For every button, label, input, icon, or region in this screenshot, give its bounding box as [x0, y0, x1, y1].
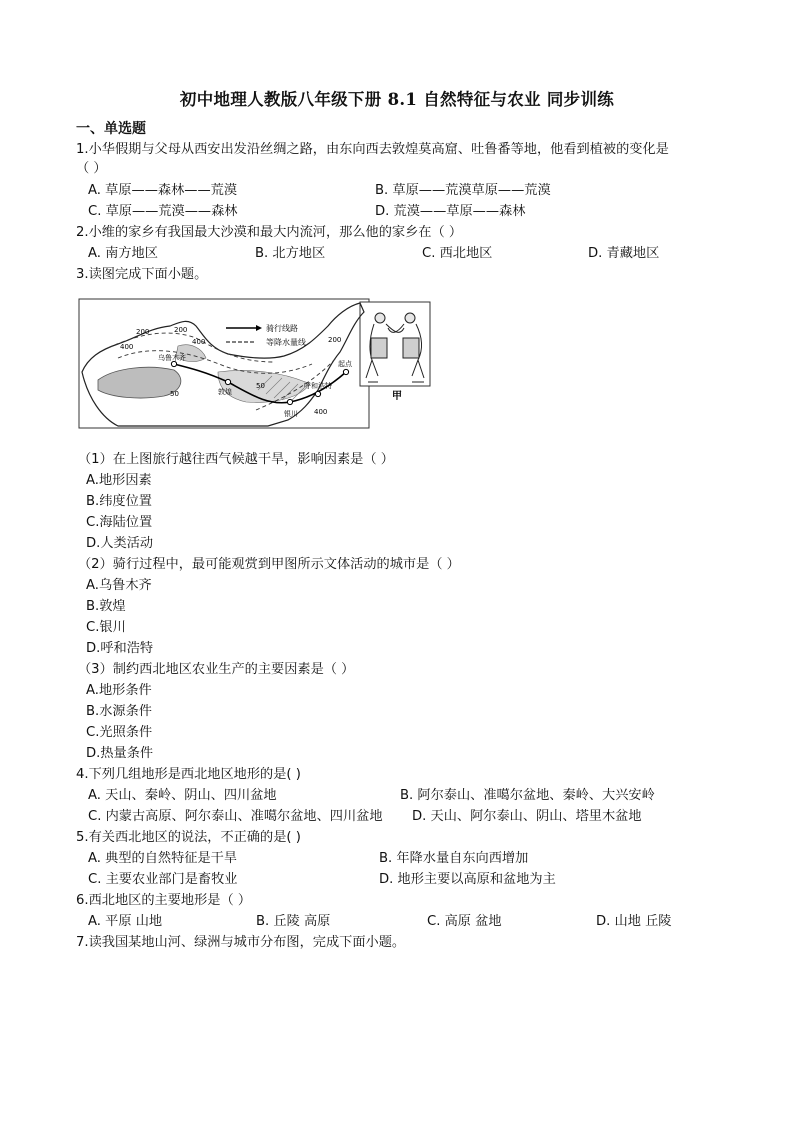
q3-sub2-option-d[interactable]: D.呼和浩特 [86, 641, 154, 656]
isohyet-value-label: 50 [256, 382, 265, 390]
q3-sub2-option-b[interactable]: B.敦煌 [86, 599, 126, 614]
photo-caption: 甲 [392, 391, 402, 402]
q6-option-c[interactable]: C. 高原 盆地 [427, 914, 502, 929]
q3-sub1-option-c[interactable]: C.海陆位置 [86, 515, 153, 530]
q5-option-c[interactable]: C. 主要农业部门是畜牧业 [88, 872, 238, 887]
q1-option-d[interactable]: D. 荒漠——草原——森林 [375, 204, 526, 219]
legend-route-label: 骑行线路 [266, 324, 298, 333]
q1-stem-line1: 1.小华假期与父母从西安出发沿丝绸之路，由东向西去敦煌莫高窟、吐鲁番等地，他看到植被的变化是 [76, 142, 669, 157]
q2-stem: 2.小维的家乡有我国最大沙漠和最大内流河，那么他的家乡在（ ） [76, 225, 463, 240]
q5-option-b[interactable]: B. 年降水量自东向西增加 [379, 851, 529, 866]
legend-isohyet-label: 等降水量线 [266, 338, 306, 347]
q1-stem-line2: （ ） [76, 161, 107, 176]
q5-option-a[interactable]: A. 典型的自然特征是干旱 [88, 851, 238, 866]
q3-sub2-option-c[interactable]: C.银川 [86, 620, 126, 635]
q3-sub3-option-d[interactable]: D.热量条件 [86, 746, 154, 761]
city-marker [315, 391, 320, 396]
q3-sub3-option-b[interactable]: B.水源条件 [86, 704, 152, 719]
q2-option-a[interactable]: A. 南方地区 [88, 246, 158, 261]
q3-sub3-option-a[interactable]: A.地形条件 [86, 683, 152, 698]
q4-option-c[interactable]: C. 内蒙古高原、阿尔泰山、准噶尔盆地、四川盆地 [88, 809, 383, 824]
isohyet-value-label: 200 [174, 326, 188, 334]
city-marker [225, 379, 230, 384]
q3-sub1-option-d[interactable]: D.人类活动 [86, 536, 154, 551]
q2-option-d[interactable]: D. 青藏地区 [588, 246, 660, 261]
q3-sub2-stem: （2）骑行过程中，最可能观赏到甲图所示文体活动的城市是（ ） [78, 557, 460, 572]
city-label-hohhot: 呼和浩特 [304, 382, 332, 390]
city-marker [343, 369, 348, 374]
q6-stem: 6.西北地区的主要地形是（ ） [76, 893, 252, 908]
q5-option-d[interactable]: D. 地形主要以高原和盆地为主 [379, 872, 556, 887]
q2-option-b[interactable]: B. 北方地区 [255, 246, 326, 261]
q3-sub2-option-a[interactable]: A.乌鲁木齐 [86, 578, 152, 593]
q7-stem: 7.读我国某地山河、绿洲与城市分布图，完成下面小题。 [76, 935, 406, 950]
city-marker [171, 361, 176, 366]
silk-road-map-figure [78, 298, 433, 430]
isohyet-value-label: 400 [192, 338, 206, 346]
isohyet-value-label: 200 [328, 336, 342, 344]
q1-option-b[interactable]: B. 草原——荒漠草原——荒漠 [375, 183, 551, 198]
q5-stem: 5.有关西北地区的说法，不正确的是( ) [76, 830, 301, 845]
q2-option-c[interactable]: C. 西北地区 [422, 246, 493, 261]
q3-sub1-option-b[interactable]: B.纬度位置 [86, 494, 152, 509]
q6-option-d[interactable]: D. 山地 丘陵 [596, 914, 672, 929]
section-heading: 一、单选题 [76, 121, 146, 137]
q4-stem: 4.下列几组地形是西北地区地形的是( ) [76, 767, 301, 782]
city-marker [287, 399, 292, 404]
q6-option-a[interactable]: A. 平原 山地 [88, 914, 163, 929]
q1-option-a[interactable]: A. 草原——森林——荒漠 [88, 183, 238, 198]
q3-sub1-option-a[interactable]: A.地形因素 [86, 473, 152, 488]
q3-sub1-stem: （1）在上图旅行越往西气候越干旱，影响因素是（ ） [78, 452, 394, 467]
q6-option-b[interactable]: B. 丘陵 高原 [256, 914, 331, 929]
city-label-urumqi: 乌鲁木齐 [158, 354, 186, 362]
city-label-yinchuan: 银川 [284, 410, 298, 418]
q4-option-b[interactable]: B. 阿尔泰山、准噶尔盆地、秦岭、大兴安岭 [400, 788, 655, 803]
start-point-label: 起点 [338, 360, 352, 368]
q4-option-a[interactable]: A. 天山、秦岭、阴山、四川盆地 [88, 788, 277, 803]
q3-sub3-option-c[interactable]: C.光照条件 [86, 725, 153, 740]
q3-sub3-stem: （3）制约西北地区农业生产的主要因素是（ ） [78, 662, 355, 677]
isohyet-value-label: 200 [136, 328, 150, 336]
isohyet-value-label: 50 [170, 390, 179, 398]
isohyet-value-label: 400 [314, 408, 328, 416]
isohyet-value-label: 400 [120, 343, 134, 351]
q1-option-c[interactable]: C. 草原——荒漠——森林 [88, 204, 238, 219]
q3-stem: 3.读图完成下面小题。 [76, 267, 208, 282]
document-title: 初中地理人教版八年级下册 8.1 自然特征与农业 同步训练 [179, 90, 615, 109]
q4-option-d[interactable]: D. 天山、阿尔泰山、阴山、塔里木盆地 [412, 809, 642, 824]
city-label-dunhuang: 敦煌 [218, 388, 232, 396]
